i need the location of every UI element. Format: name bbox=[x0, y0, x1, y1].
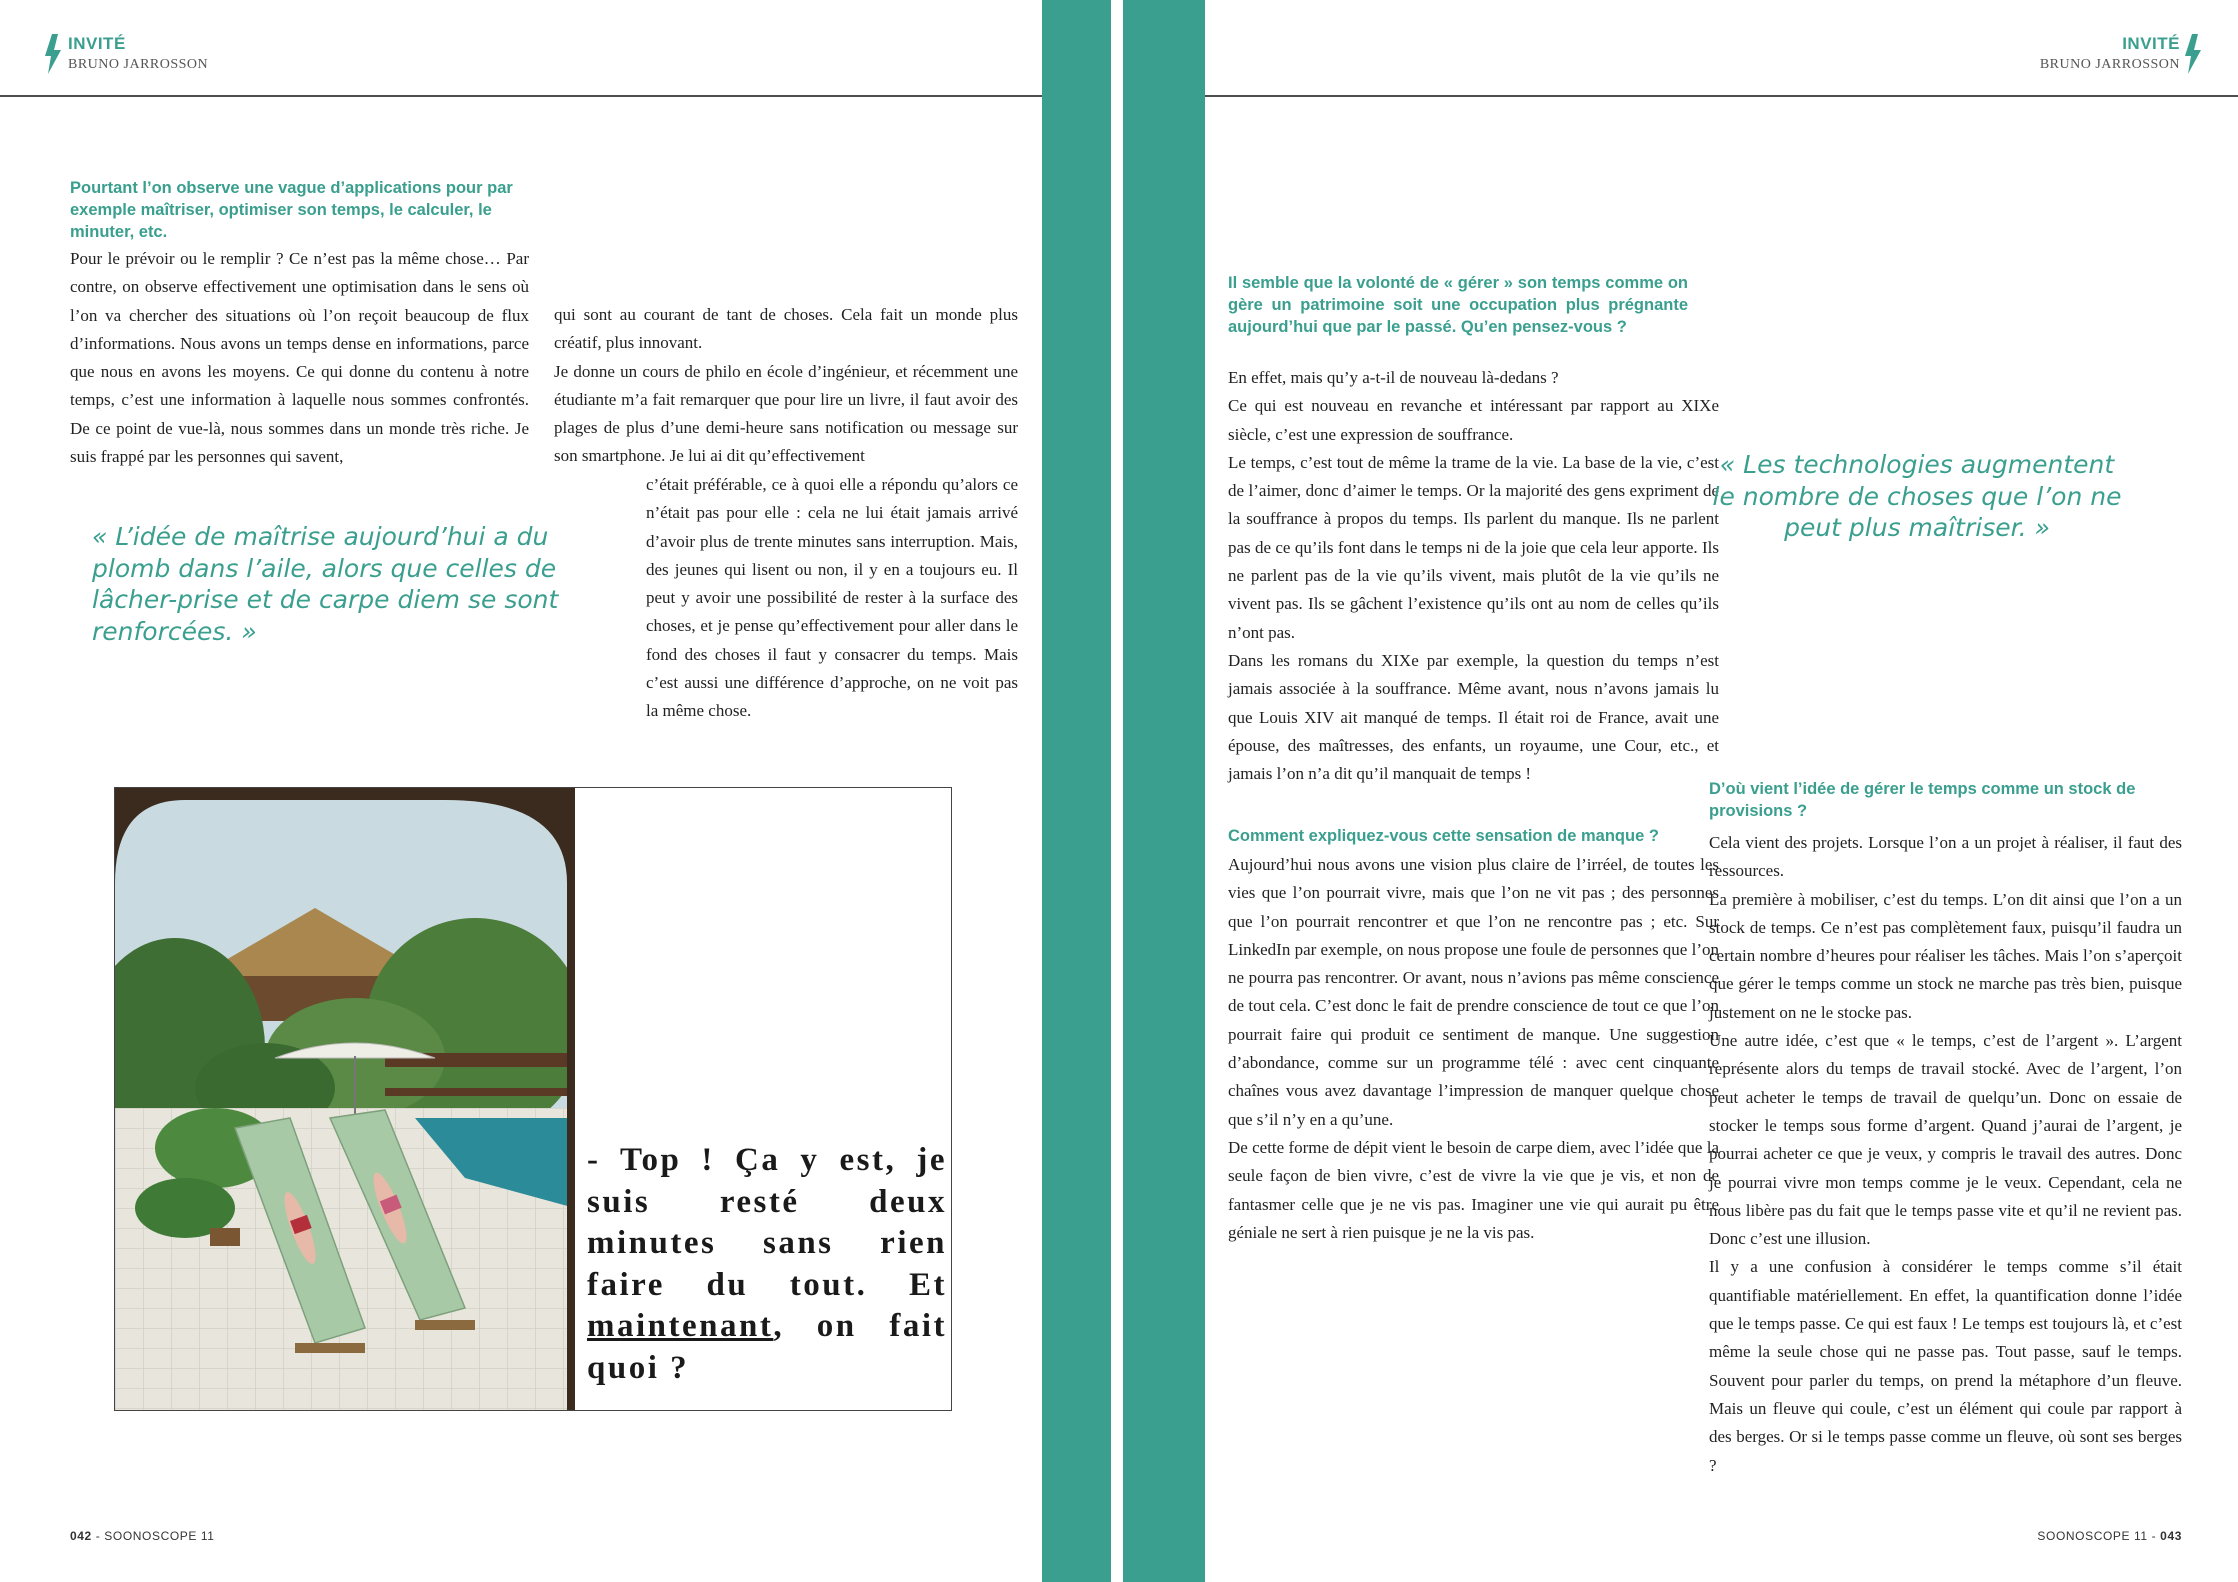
paragraph: Pour le prévoir ou le remplir ? Ce n’est pas la même chose… Par contre, on observe effectivement une optimisation dans le sens où l’on va chercher des situations où l’on reçoit beaucoup de flux d’informations. Nous avons un temps dense en informations, parce que nous en avons les moyens. Ce qui donne du contenu à notre temps, c’est une information à laquelle nous sommes confrontés. De ce point de vue-là, nous sommes dans un monde très riche. Je suis frappé par les personnes qui savent, bbox=[70, 249, 529, 467]
paragraph: Aujourd’hui nous avons une vision plus claire de l’irréel, de toutes les vies que l’on pourrait vivre, mais que l’on ne vit pas ; des personnes que l’on pourrait rencontrer et que l’on ne rencontre pas ; etc. Sur LinkedIn par exemple, on nous propose une foule de personnes que l’on ne pourra pas rencontrer. Or avant, nous n’avions pas même conscience de tout cela. C’est donc le fait de prendre conscience de tout ce que l’on pourrait faire qui produit ce sentiment de manque. Une suggestion d’abondance, comme sur un programme télé : avec cent cinquante chaînes vous avez davantage l’impression de manquer quelque chose que s’il n’y en a qu’une. bbox=[1228, 855, 1719, 1129]
question-heading: Pourtant l’on observe une vague d’applications pour par exemple maîtriser, optimiser son temps, le calculer, le minuter, etc. bbox=[70, 179, 513, 241]
pull-quote: « Les technologies augmentent le nombre de choses que l’on ne peut plus maîtriser. » bbox=[1712, 450, 2122, 542]
paragraph: c’était préférable, ce à quoi elle a répondu qu’alors ce n’était pas pour elle : cela ne lui était jamais arrivé d’avoir plus de trente minutes sans interruption. Mais, des jeunes qui lisent ou non, il y en a toujours eu. Il peut y avoir une possibilité de rester à la surface des choses, et je pense qu’effectivement pour aller dans le fond des choses il faut y consacrer du temps. Mais c’est aussi une différence d’approche, on ne voit pas la même chose. bbox=[646, 475, 1018, 721]
question-heading: Il semble que la volonté de « gérer » son temps comme on gère un patrimoine soit une occupation plus prégnante aujourd’hui que par le passé. Qu’en pensez-vous ? bbox=[1228, 274, 1688, 336]
body-column-2 bbox=[1709, 829, 2182, 1480]
header-section: INVITÉ bbox=[68, 34, 126, 53]
question-heading: D’où vient l’idée de gérer le temps comme un stock de provisions ? bbox=[1709, 780, 2136, 820]
paragraph: La première à mobiliser, c’est du temps. L’on dit ainsi que l’on a un stock de temps. Ce n’est pas complètement faux, puisqu’il faudra un certain nombre d’heures pour réaliser les tâches. Mais l’on s’aperçoit que gérer le temps comme un stock ne marche pas très bien, puisque justement on ne le stocke pas. bbox=[1709, 889, 2182, 1022]
body-column-2 bbox=[554, 301, 1018, 471]
lightning-bolt-icon bbox=[2184, 34, 2202, 74]
poolside-drawing bbox=[115, 788, 575, 1410]
left-page bbox=[0, 0, 1042, 1582]
page-folio: SOONOSCOPE 11 - 043 bbox=[2037, 1529, 2182, 1543]
page-folio: 042 - SOONOSCOPE 11 bbox=[70, 1529, 215, 1543]
header-section: INVITÉ bbox=[2122, 34, 2180, 53]
gutter-gap bbox=[1111, 0, 1123, 1582]
header-rule bbox=[1205, 95, 2238, 97]
cartoon-illustration bbox=[114, 787, 952, 1411]
body-column-1a bbox=[1228, 364, 1719, 788]
paragraph: qui sont au courant de tant de choses. Cela fait un monde plus créatif, plus innovant. bbox=[554, 305, 1018, 353]
lightning-bolt-icon bbox=[44, 34, 62, 74]
paragraph: De cette forme de dépit vient le besoin de carpe diem, avec l’idée que la seule façon de bien vivre, c’est de vivre la vie que je vis, et non de fantasmer celle que je ne vis pas. Imaginer une vie qui aurait pu être géniale ne sert à rien puisque je ne la vis pas. bbox=[1228, 1137, 1719, 1242]
header-author: BRUNO JARROSSON bbox=[2039, 57, 2180, 72]
paragraph: Je donne un cours de philo en école d’ingénieur, et récemment une étudiante m’a fait remarquer que pour lire un livre, il faut avoir des plages de plus d’une demi-heure sans notification ou message sur son smartphone. Je lui ai dit qu’effectivement bbox=[554, 361, 1018, 466]
body-column-1 bbox=[70, 245, 529, 471]
body-column-1b bbox=[1228, 851, 1719, 1247]
paragraph: Ce qui est nouveau en revanche et intéressant par rapport au XIXe siècle, c’est une expression de souffrance. bbox=[1228, 396, 1719, 444]
header-rule bbox=[0, 95, 1042, 97]
pull-quote: « L’idée de maîtrise aujourd’hui a du plomb dans l’aile, alors que celles de lâcher-prise et de carpe diem se sont renforcées. » bbox=[92, 522, 559, 646]
paragraph: Cela vient des projets. Lorsque l’on a un projet à réaliser, il faut des ressources. bbox=[1709, 833, 2182, 881]
paragraph: Une autre idée, c’est que « le temps, c’est de l’argent ». L’argent représente alors du temps de travail stocké. Avec de l’argent, l’on peut acheter le temps de travail de quelqu’un. Donc on essaie de stocker le temps sous forme d’argent. Quand j’aurai de l’argent, je pourrai acheter ce que je veux, y compris le travail des autres. Donc je pourrai vivre mon temps comme je le veux. Cependant, cela ne nous libère pas du fait que le temps passe vite et qu’il ne revient pas. Donc c’est une illusion. bbox=[1709, 1031, 2182, 1249]
paragraph: En effet, mais qu’y a-t-il de nouveau là-dedans ? bbox=[1228, 368, 1559, 387]
paragraph: Il y a une confusion à considérer le temps comme s’il était quantifiable matériellement. En effet, la quantification donne l’idée que le temps passe. Ce qui est faux ! Le temps est toujours là, et c’est même la seule chose qui ne passe pas. Tout passe, sauf le temps. Souvent pour parler du temps, on prend la métaphore d’un fleuve. Mais un fleuve qui coule, c’est un élément qui coule par rapport à des berges. Or si le temps passe comme un fleuve, où sont ses berges ? bbox=[1709, 1257, 2182, 1475]
header-author: BRUNO JARROSSON bbox=[68, 57, 209, 72]
right-page bbox=[1205, 0, 2238, 1582]
paragraph: Le temps, c’est tout de même la trame de la vie. La base de la vie, c’est de l’aimer, donc d’aimer le temps. Or la majorité des gens expriment de la souffrance à propos du temps. Ils parlent du manque. Ils ne parlent pas de ce qu’ils font dans le temps ni de la joie que cela leur apporte. Ils ne parlent pas de la vie qu’ils vivent, mais plutôt de la vie qu’ils ne vivent pas. Ils se gâchent l’existence qu’ils ont au nom de celles qu’ils n’ont pas. bbox=[1228, 452, 1719, 642]
question-heading: Comment expliquez-vous cette sensation de manque ? bbox=[1228, 827, 1659, 845]
paragraph: Dans les romans du XIXe par exemple, la question du temps n’est jamais associée à la souffrance. Même avant, nous n’avons jamais lu que Louis XIV ait manqué de temps. Il était roi de France, avait une épouse, des maîtresses, des enfants, un royaume, une Cour, etc., et jamais l’on n’a dit qu’il manquait de temps ! bbox=[1228, 650, 1719, 784]
page-gutter bbox=[1042, 0, 1205, 1582]
cartoon-caption: - Top ! Ça y est, je suis resté deux minutes sans rien faire du tout. Et maintenant, on fait quoi ? bbox=[587, 1142, 947, 1386]
body-column-2-continued bbox=[646, 471, 1018, 726]
